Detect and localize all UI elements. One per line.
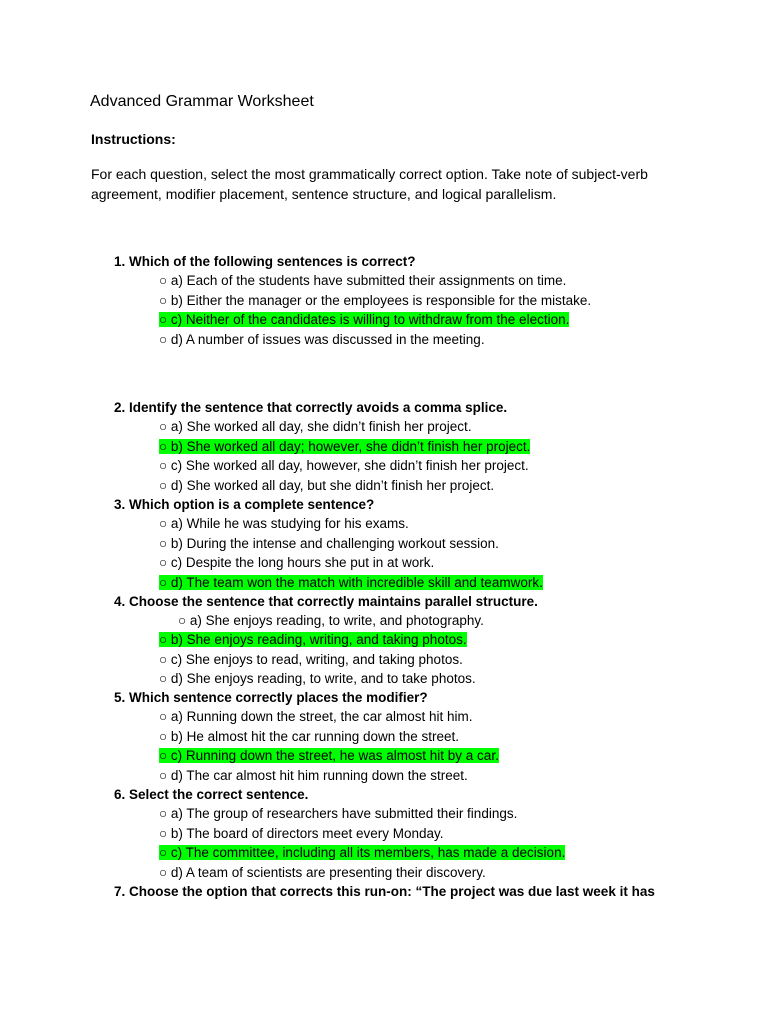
question-block-2 — [114, 398, 507, 418]
question-options-4a — [178, 611, 484, 631]
question-prompt: 4. Choose the sentence that correctly maintains parallel structure. — [114, 594, 538, 609]
question-options-3 — [159, 514, 543, 592]
option-d[interactable] — [159, 669, 476, 689]
option-c[interactable] — [159, 650, 476, 670]
option-text: ○ a) The group of researchers have submitted their findings. — [159, 806, 518, 821]
question-prompt: 3. Which option is a complete sentence? — [114, 497, 375, 512]
option-text: ○ b) Either the manager or the employees is responsible for the mistake. — [159, 292, 592, 308]
option-text: ○ d) A team of scientists are presenting their discovery. — [159, 864, 486, 880]
question-prompt: 1. Which of the following sentences is correct? — [114, 254, 416, 269]
question-prompt: 5. Which sentence correctly places the modifier? — [114, 690, 428, 705]
option-text-highlighted: ○ c) Neither of the candidates is willing to withdraw from the election. — [159, 312, 570, 327]
option-a[interactable] — [159, 271, 591, 291]
option-a[interactable] — [159, 417, 530, 437]
option-text: ○ c) She enjoys to read, writing, and taking photos. — [159, 651, 463, 667]
option-d[interactable] — [159, 863, 565, 883]
question-prompt: 2. Identify the sentence that correctly avoids a comma splice. — [114, 400, 508, 415]
instructions-text: For each question, select the most grammatically correct option. Take note of subject-verb agreement, modifier placement, sentence structure, and logical parallelism. — [91, 166, 648, 202]
option-text: ○ d) A number of issues was discussed in the meeting. — [159, 331, 485, 347]
question-block-3 — [114, 495, 374, 515]
option-text: ○ d) She worked all day, but she didn’t finish her project. — [159, 477, 495, 493]
option-text: ○ a) Running down the street, the car almost hit him. — [159, 709, 473, 724]
question-block-5 — [114, 688, 428, 708]
question-options-5 — [159, 707, 499, 785]
question-block-6 — [114, 785, 308, 805]
option-text: ○ c) She worked all day, however, she didn’t finish her project. — [159, 458, 529, 473]
question-options-6 — [159, 804, 565, 882]
option-text: ○ a) She enjoys reading, to write, and photography. — [178, 613, 484, 628]
option-c[interactable] — [159, 553, 543, 573]
option-a[interactable] — [159, 804, 565, 824]
option-b[interactable] — [159, 824, 565, 844]
instructions-heading: Instructions: — [91, 131, 176, 147]
option-text: ○ d) She enjoys reading, to write, and to take photos. — [159, 671, 476, 686]
option-d[interactable] — [159, 766, 499, 786]
option-text: ○ b) He almost hit the car running down the street. — [159, 728, 460, 744]
option-b[interactable] — [159, 727, 499, 747]
question-block-4 — [114, 592, 538, 612]
option-d-correct[interactable] — [159, 573, 543, 593]
option-a[interactable] — [178, 611, 484, 631]
option-text-highlighted: ○ d) The team won the match with incredible skill and teamwork. — [159, 574, 543, 590]
question-prompt: 6. Select the correct sentence. — [114, 787, 309, 802]
option-b[interactable] — [159, 534, 543, 554]
option-c-correct[interactable] — [159, 310, 591, 330]
option-text: ○ a) Each of the students have submitted their assignments on time. — [159, 273, 567, 288]
option-c-correct[interactable] — [159, 843, 565, 863]
option-text-highlighted: ○ c) The committee, including all its members, has made a decision. — [159, 845, 566, 860]
option-b-correct[interactable] — [159, 437, 530, 457]
option-c-correct[interactable] — [159, 746, 499, 766]
option-text: ○ a) While he was studying for his exams. — [159, 516, 409, 531]
option-text-highlighted: ○ b) She worked all day; however, she didn’t finish her project. — [159, 438, 531, 454]
option-c[interactable] — [159, 456, 530, 476]
option-d[interactable] — [159, 476, 530, 496]
question-block-7 — [114, 882, 655, 902]
question-options-1 — [159, 271, 591, 349]
option-b-correct[interactable] — [159, 630, 476, 650]
option-text: ○ a) She worked all day, she didn’t finish her project. — [159, 419, 472, 434]
question-block-1 — [114, 252, 416, 272]
option-text-highlighted: ○ c) Running down the street, he was almost hit by a car. — [159, 748, 499, 763]
page-title: Advanced Grammar Worksheet — [90, 93, 314, 110]
option-text: ○ b) The board of directors meet every Monday. — [159, 825, 444, 841]
question-prompt: 7. Choose the option that corrects this run-on: “The project was due last week it has — [114, 884, 655, 899]
option-d[interactable] — [159, 330, 591, 350]
option-text: ○ d) The car almost hit him running down the street. — [159, 767, 468, 783]
option-a[interactable] — [159, 707, 499, 727]
option-a[interactable] — [159, 514, 543, 534]
question-options-2 — [159, 417, 530, 495]
option-text: ○ b) During the intense and challenging workout session. — [159, 535, 499, 551]
option-b[interactable] — [159, 291, 591, 311]
option-text-highlighted: ○ b) She enjoys reading, writing, and taking photos. — [159, 632, 467, 647]
option-text: ○ c) Despite the long hours she put in at work. — [159, 555, 435, 570]
question-options-4 — [159, 630, 476, 689]
